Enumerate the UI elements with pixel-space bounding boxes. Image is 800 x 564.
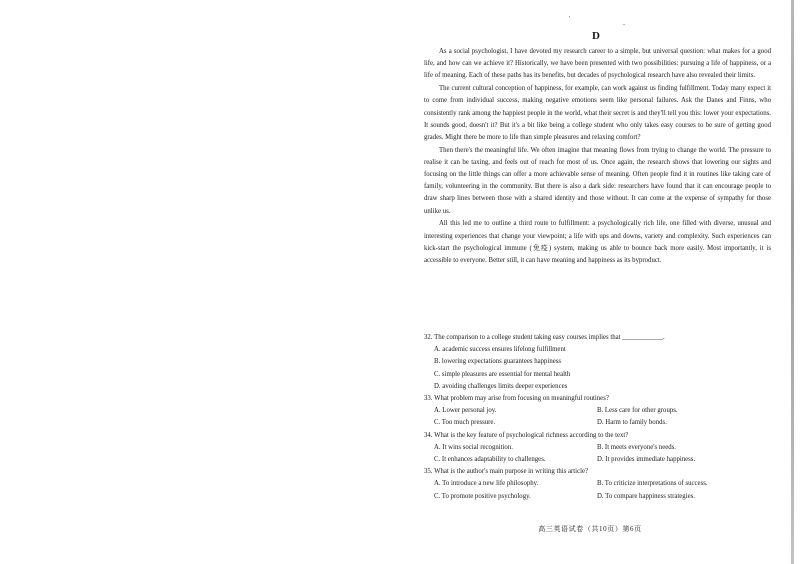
question-list (424, 332, 771, 503)
option-b: B. It meets everyone's needs. (597, 443, 676, 451)
option-grid (424, 478, 771, 502)
option-a: A. To introduce a new life philosophy. (434, 480, 539, 488)
question-34 (424, 430, 771, 467)
passage-paragraph: All this led me to outline a third route to fulfillment: a psychologically rich life, one filled with diverse, unusual and interesting experiences that change your viewpoint; a life with ups and downs, variety and complexity. Such experiences can kick-start the psychological immune (免疫) system, making us able to bounce back more easily. Most importantly, it is accessible to everyone. Better still, it can have meaning and happiness as its byproduct. (424, 220, 771, 264)
option-list (424, 344, 771, 393)
scan-speck: - (623, 22, 625, 28)
option-a: A. Lower personal joy. (434, 407, 497, 415)
question-stem: 34. What is the key feature of psychological richness according to the text? (424, 431, 629, 439)
passage-paragraph: As a social psychologist, I have devoted my research career to a simple, but universal question: what makes for a good life, and how can we achieve it? Historically, we have been presented with two possibilities: pursuing a life of happiness, or a life of meaning. Each of these paths has its benefits, but decades of psychological research have also revealed their limits. (424, 48, 771, 80)
option-d: D. avoiding challenges limits deeper experiences (434, 382, 568, 390)
question-32 (424, 332, 771, 393)
option-c: C. To promote positive psychology. (434, 492, 531, 500)
question-35 (424, 466, 771, 503)
option-d: D. To compare happiness strategies. (597, 492, 695, 500)
option-b: B. To criticize interpretations of success. (597, 480, 708, 488)
option-c: C. simple pleasures are essential for mental health (434, 370, 571, 378)
option-d: D. Harm to family bonds. (597, 419, 667, 427)
option-a: A. academic success ensures lifelong fulfillment (434, 346, 566, 354)
page-edge-shadow (791, 0, 794, 564)
option-grid (424, 442, 771, 466)
option-c: C. Too much pressure. (434, 419, 496, 427)
question-33 (424, 393, 771, 430)
passage-paragraph: The current cultural conception of happiness, for example, can work against us finding fulfillment. Today many expect it to come from individual success, making negative emotions seem like personal failures. Ask the Danes and Finns, who consistently rank among the happiest people in the world, what their secret is and they'll tell you this: lower your expectations. It sounds good, doesn't it? But it's a bit like being a college student who only takes easy courses to be sure of getting good grades. Might there be more to life than simple pleasures and relaxing comfort? (424, 85, 771, 141)
option-d: D. It provides immediate happiness. (597, 456, 696, 464)
question-stem: 33. What problem may arise from focusing on meaningful routines? (424, 395, 609, 403)
option-b: B. Less care for other groups. (597, 407, 678, 415)
section-heading: D (592, 30, 601, 42)
option-a: A. It wins social recognition. (434, 443, 513, 451)
passage-paragraph: Then there's the meaningful life. We often imagine that meaning flows from trying to change the world. The pressure to realise it can be taxing, and feels out of reach for most of us. Once again, the research shows that lowering our sights and focusing on the little things can offer a more achievable sense of meaning. Often people find it in routines like taking care of family, volunteering in the community. But there is also a dark side: researchers have found that it can encourage people to draw sharp lines between those with a shared identity and those without. It can come at the expense of sympathy for those unlike us. (424, 146, 771, 215)
reading-passage (424, 46, 771, 268)
option-b: B. lowering expectations guarantees happiness (434, 358, 562, 366)
question-stem: 35. What is the author's main purpose in writing this article? (424, 468, 589, 476)
page-footer: 高三英语试卷（共10页）第6页 (538, 525, 642, 533)
scan-speck: ' (569, 16, 571, 22)
option-c: C. It enhances adaptability to challenges. (434, 456, 546, 464)
question-stem: 32. The comparison to a college student taking easy courses implies that ____________. (424, 334, 665, 341)
option-grid (424, 405, 771, 429)
